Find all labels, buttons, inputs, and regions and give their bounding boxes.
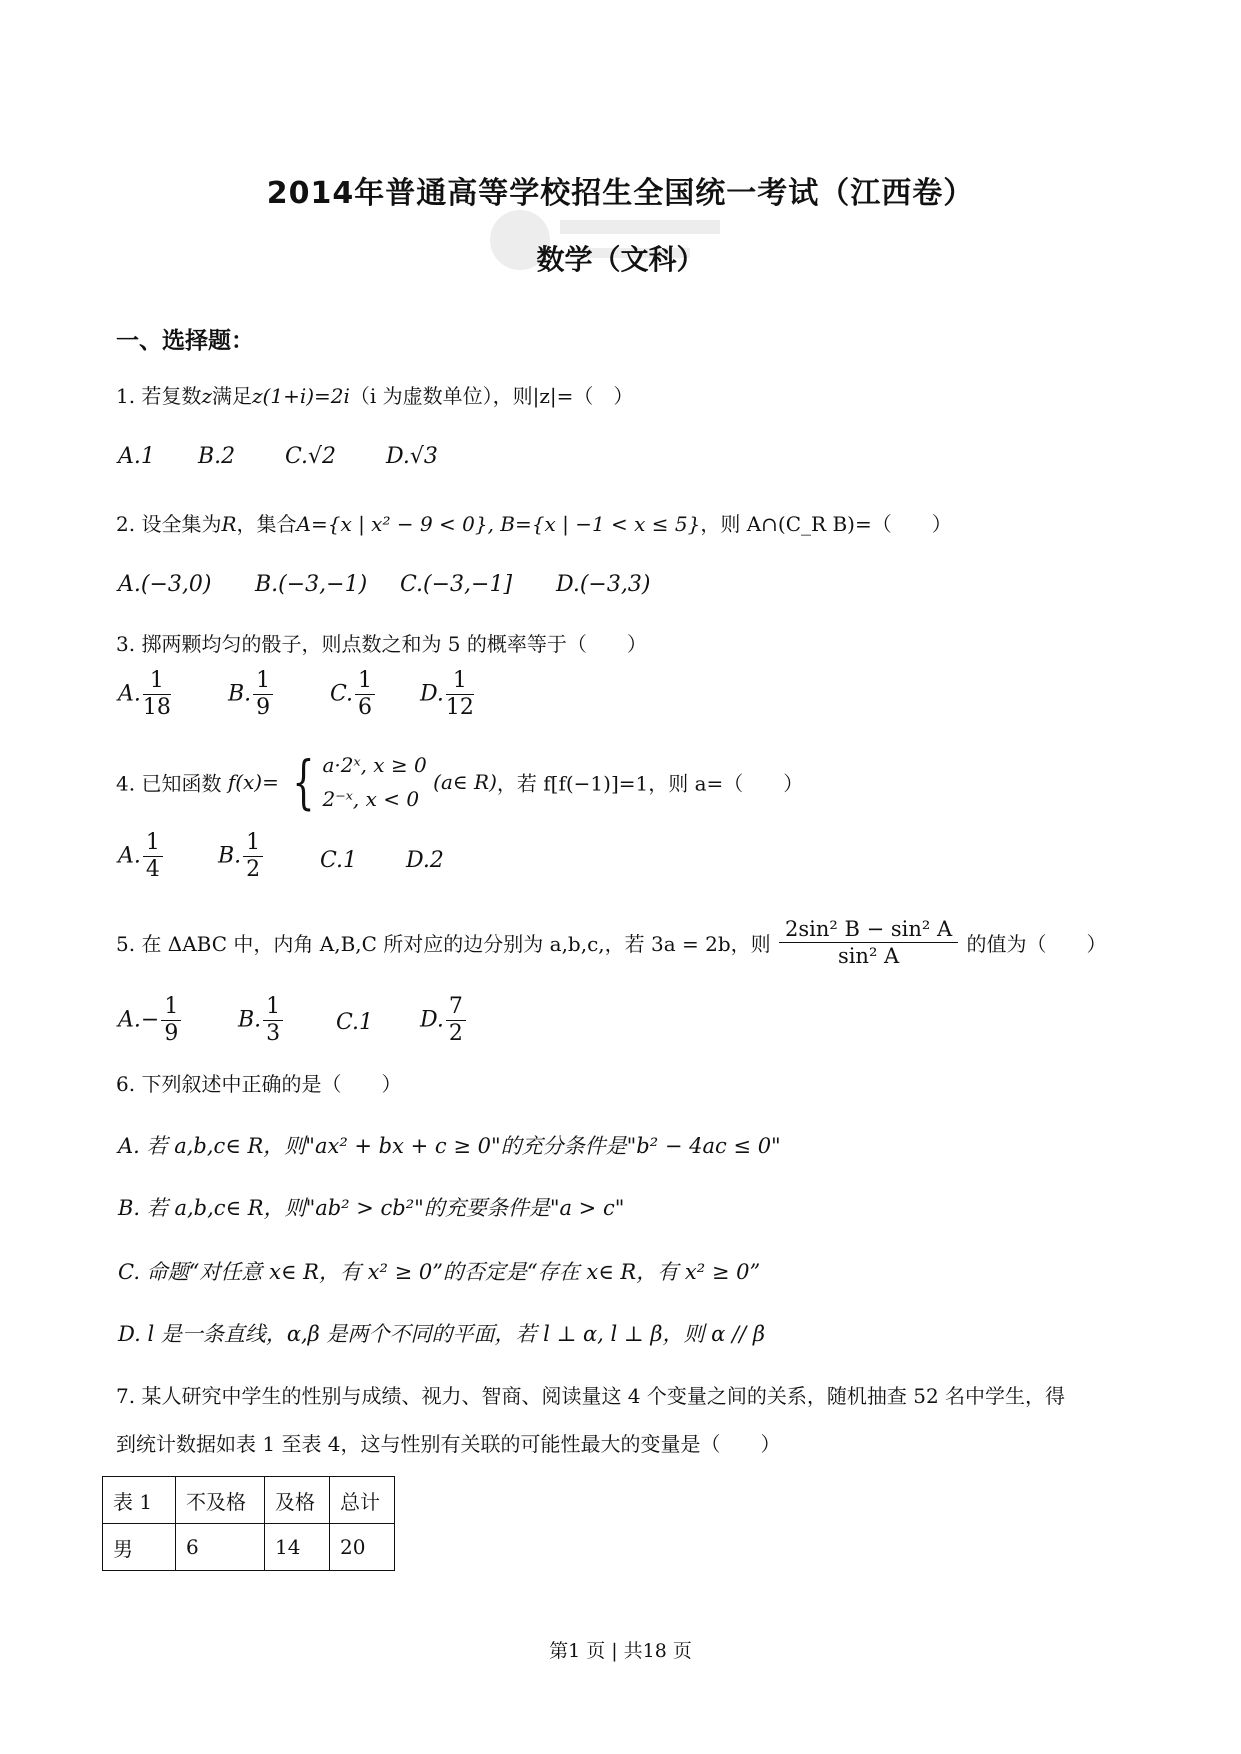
question-5-option-c: C.1: [336, 1010, 374, 1035]
exam-subtitle: 数学（文科）: [536, 243, 705, 276]
question-1-stem: 1. 若复数z满足z(1+i)=2i（i 为虚数单位），则|z|=（ ）: [116, 384, 634, 408]
table-1: [102, 1476, 395, 1571]
question-4-option-d: D.2: [406, 848, 444, 873]
question-6-option-a: A. 若 a,b,c∈ R，则"ax² + bx + c ≥ 0"的充分条件是"b² − 4ac ≤ 0": [118, 1134, 781, 1158]
piecewise-cases: a·2ˣ, x ≥ 0 2⁻ˣ, x < 0: [322, 753, 427, 811]
question-1-option-a: A.1: [118, 444, 155, 469]
question-7-line-1: 7. 某人研究中学生的性别与成绩、视力、智商、阅读量这 4 个变量之间的关系，随机抽查 52 名中学生，得: [116, 1384, 1066, 1408]
exam-title: 2014年普通高等学校招生全国统一考试（江西卷）: [266, 176, 975, 211]
table-row: [103, 1524, 395, 1571]
page-footer: 第1 页 | 共18 页: [549, 1640, 692, 1662]
question-6-option-d: D. l 是一条直线，α,β 是两个不同的平面，若 l ⊥ α, l ⊥ β，则 α // β: [118, 1322, 765, 1346]
question-1-option-c: C.√2: [285, 444, 337, 469]
table-cell: 20: [330, 1524, 395, 1571]
question-3-stem: 3. 掷两颗均匀的骰子，则点数之和为 5 的概率等于（ ）: [116, 632, 647, 656]
question-5-option-a: A.− $\frac{1}{9}$: [118, 994, 183, 1047]
question-2-option-a: A.(−3,0): [118, 572, 212, 597]
table-header-cell: 及格: [265, 1477, 330, 1524]
question-5-option-b: B. $\frac{1}{3}$: [238, 994, 285, 1047]
question-3-option-c: C. $\frac{1}{6}$: [330, 668, 377, 721]
question-2-option-d: D.(−3,3): [556, 572, 651, 597]
question-2-option-b: B.(−3,−1): [255, 572, 368, 597]
question-3-option-d: D. $\frac{1}{12}$: [420, 668, 474, 720]
table-header-cell: 总计: [330, 1477, 395, 1524]
question-6-option-c: C. 命题“对任意 x∈ R，有 x² ≥ 0”的否定是“存在 x∈ R，有 x² ≥ 0”: [118, 1260, 761, 1284]
q5-fraction: $\frac{\text{2sin² B − sin² A}}{\text{sin² A}}$: [779, 916, 958, 969]
question-6-stem: 6. 下列叙述中正确的是（ ）: [116, 1072, 402, 1096]
question-1-option-d: D.√3: [386, 444, 438, 469]
section-heading: 一、选择题：: [116, 328, 254, 354]
question-2-stem: 2. 设全集为R，集合A={x | x² − 9 < 0}, B={x | −1 < x ≤ 5}，则 A∩(C_R B)=（ ）: [116, 512, 952, 536]
question-2-option-c: C.(−3,−1]: [400, 572, 513, 597]
question-7-line-2: 到统计数据如表 1 至表 4，这与性别有关联的可能性最大的变量是（ ）: [116, 1432, 781, 1456]
table-header-cell: 不及格: [176, 1477, 265, 1524]
question-1-option-b: B.2: [198, 444, 236, 469]
question-5-option-d: D. $\frac{7}{2}$: [420, 994, 468, 1047]
question-4-option-c: C.1: [320, 848, 358, 873]
left-brace: {: [292, 748, 315, 816]
table-cell: 男: [103, 1524, 176, 1571]
question-4-stem: 4. 已知函数 f(x)= { a·2ˣ, x ≥ 0 2⁻ˣ, x < 0 (a∈ R)，若 f[f(−1)]=1，则 a=（ ）: [116, 748, 804, 816]
question-3-option-b: B. $\frac{1}{9}$: [228, 668, 275, 721]
question-5-stem: 5. 在 ΔABC 中，内角 A,B,C 所对应的边分别为 a,b,c,，若 3a = 2b，则 $\frac{\text{2sin² B − sin² A}}{\text{sin² A}}$ 的值为（ ）: [116, 917, 1107, 968]
question-3-option-a: A. $\frac{1}{18}$: [118, 668, 171, 720]
question-4-option-b: B. $\frac{1}{2}$: [218, 830, 265, 883]
table-cell: 6: [176, 1524, 265, 1571]
question-6-option-b: B. 若 a,b,c∈ R，则"ab² > cb²"的充要条件是"a > c": [118, 1196, 625, 1220]
table-header-row: [103, 1477, 395, 1524]
table-header-cell: 表 1: [103, 1477, 176, 1524]
table-cell: 14: [265, 1524, 330, 1571]
question-4-option-a: A. $\frac{1}{4}$: [118, 830, 165, 883]
